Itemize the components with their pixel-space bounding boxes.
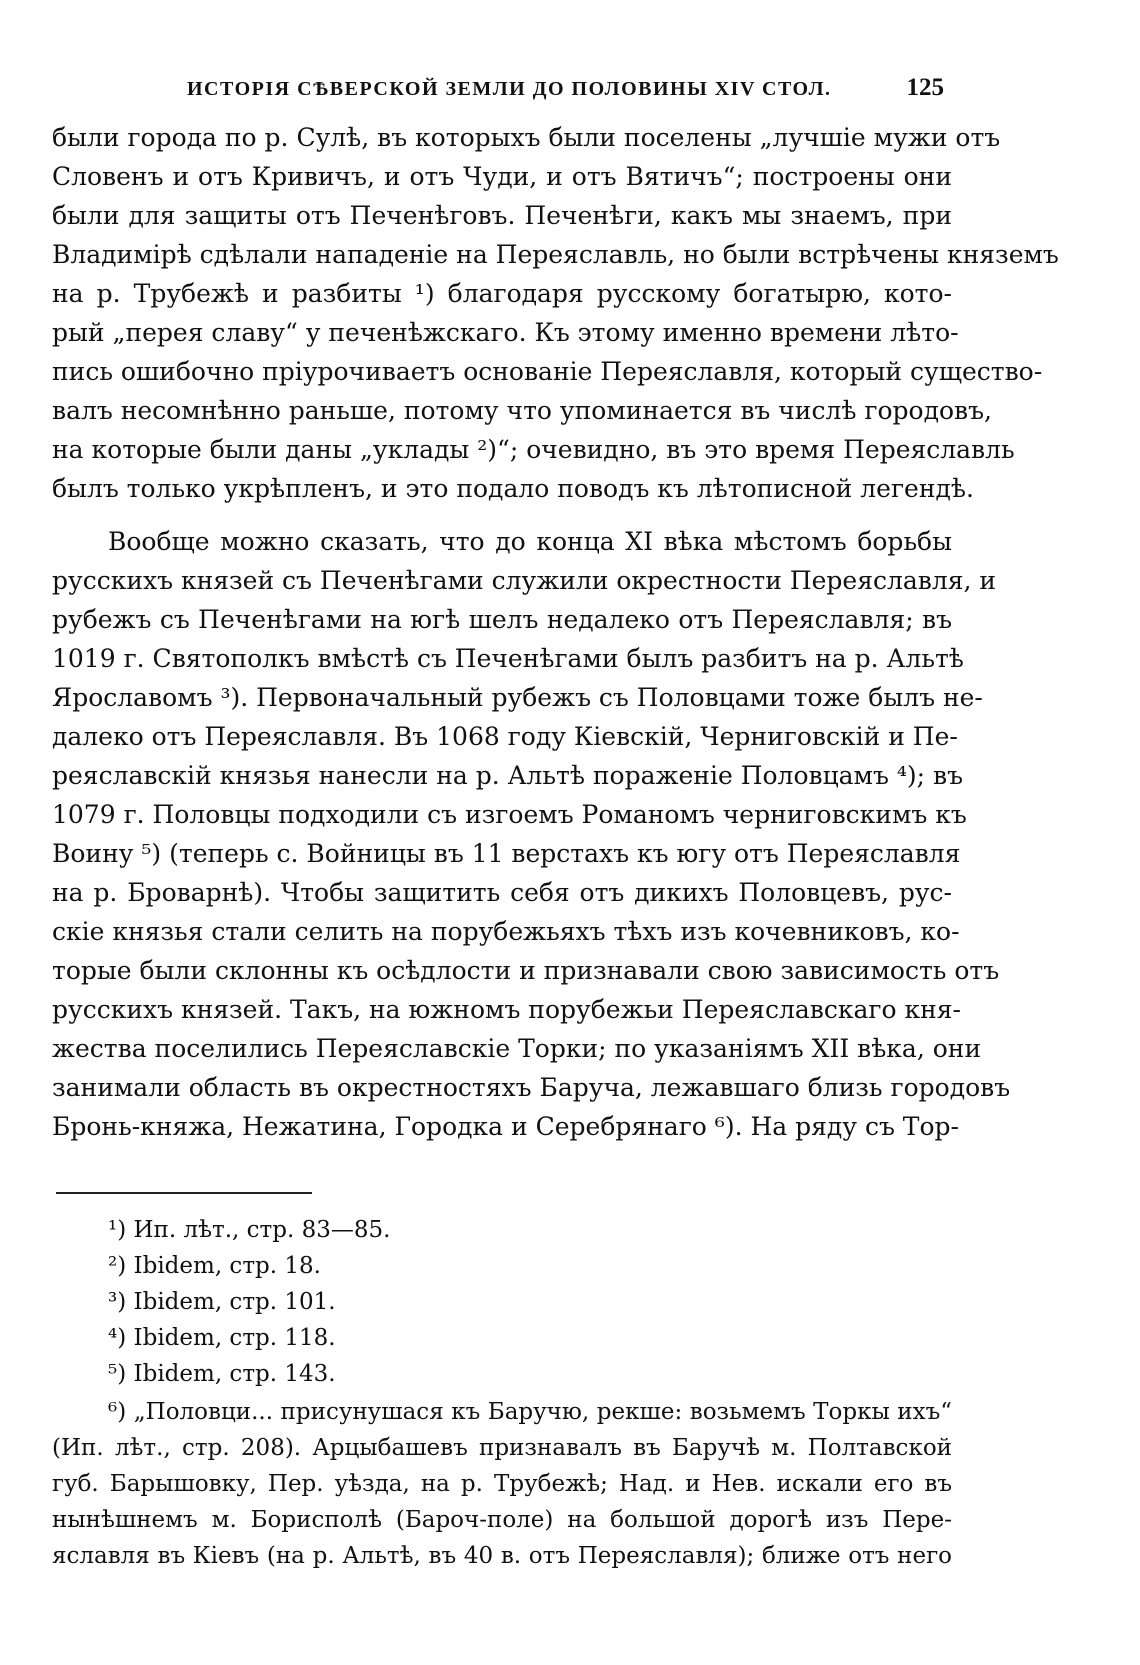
footnotes xyxy=(52,1212,952,1574)
text-line: на р. Трубежѣ и разбиты ¹) благодаря русскому богатырю, кото- xyxy=(52,279,952,308)
text-line: реяславскій князья нанесли на р. Альтѣ пораженіе Половцамъ ⁴); въ xyxy=(52,761,963,790)
footnote-line: (Ип. лѣт., стр. 208). Арцыбашевъ признавалъ въ Баручѣ м. Полтавской xyxy=(52,1435,952,1461)
text-line: были для защиты отъ Печенѣговъ. Печенѣги, какъ мы знаемъ, при xyxy=(52,201,952,230)
text-line: занимали область въ окрестностяхъ Баруча, лежавшаго близь городовъ xyxy=(52,1073,1011,1102)
page-number: 125 xyxy=(906,74,944,101)
text-line: былъ только укрѣпленъ, и это подало поводъ къ лѣтописной легендѣ. xyxy=(52,474,974,503)
text-line: русскихъ князей. Такъ, на южномъ порубежьи Переяславскаго кня- xyxy=(52,995,961,1024)
text-line: Вообще можно сказать, что до конца XI вѣка мѣстомъ борьбы xyxy=(108,527,952,556)
book-page xyxy=(52,70,1059,1574)
text-line: были города по р. Сулѣ, въ которыхъ были поселены „лучшіе мужи отъ xyxy=(52,123,1001,152)
text-line: жества поселились Переяславскіе Торки; по указаніямъ XII вѣка, они xyxy=(52,1034,982,1063)
footnote-2: ²) Ibidem, стр. 18. xyxy=(108,1253,321,1279)
running-header xyxy=(52,70,952,106)
footnote-6 xyxy=(52,1394,952,1574)
text-line: Бронь-княжа, Нежатина, Городка и Серебрянаго ⁶). На ряду съ Тор- xyxy=(52,1112,959,1141)
text-line: Словенъ и отъ Кривичъ, и отъ Чуди, и отъ Вятичъ“; построены они xyxy=(52,162,952,191)
text-line: торые были склонны къ осѣдлости и признавали свою зависимость отъ xyxy=(52,956,1000,985)
footnote-separator xyxy=(56,1192,312,1194)
paragraph-2 xyxy=(52,522,1011,1146)
footnote-4: ⁴) Ibidem, стр. 118. xyxy=(108,1325,336,1351)
text-line: на р. Броварнѣ). Чтобы защитить себя отъ дикихъ Половцевъ, рус- xyxy=(52,878,952,907)
text-line: рубежъ съ Печенѣгами на югѣ шелъ недалеко отъ Переяславля; въ xyxy=(52,605,952,634)
main-text xyxy=(52,118,1059,1146)
text-line: валъ несомнѣнно раньше, потому что упоминается въ числѣ городовъ, xyxy=(52,396,992,425)
text-line: Ярославомъ ³). Первоначальный рубежъ съ Половцами тоже былъ не- xyxy=(52,683,983,712)
text-line: пись ошибочно пріурочиваетъ основаніе Переяславля, который существо- xyxy=(52,357,1043,386)
footnote-3: ³) Ibidem, стр. 101. xyxy=(108,1289,336,1315)
footnote-1: ¹) Ип. лѣт., стр. 83—85. xyxy=(108,1217,391,1243)
text-line: на которые были даны „уклады ²)“; очевидно, въ это время Переяславль xyxy=(52,435,1015,464)
footnote-line: губ. Барышовку, Пер. уѣзда, на р. Трубежѣ; Над. и Нев. искали его въ xyxy=(52,1471,952,1497)
text-line: рый „перея славу“ у печенѣжскаго. Къ этому именно времени лѣто- xyxy=(52,318,959,347)
text-line: далеко отъ Переяславля. Въ 1068 году Кіевскій, Черниговскій и Пе- xyxy=(52,722,958,751)
footnote-line: нынѣшнемъ м. Борисполѣ (Бароч-поле) на большой дорогѣ изъ Пере- xyxy=(52,1507,952,1533)
footnote-5: ⁵) Ibidem, стр. 143. xyxy=(108,1361,336,1387)
text-line: 1019 г. Святополкъ вмѣстѣ съ Печенѣгами былъ разбитъ на р. Альтѣ xyxy=(52,644,964,673)
text-line: Владимірѣ сдѣлали нападеніе на Переяславль, но были встрѣчены княземъ xyxy=(52,240,1059,269)
footnote-line: ⁶) „Половци... присунушася къ Баручю, рекше: возьмемъ Торкы ихъ“ xyxy=(108,1399,952,1425)
text-line: 1079 г. Половцы подходили съ изгоемъ Романомъ черниговскимъ къ xyxy=(52,800,967,829)
running-title: ИСТОРІЯ СѢВЕРСКОЙ ЗЕМЛИ ДО ПОЛОВИНЫ XIV СТОЛ. xyxy=(187,78,832,100)
text-line: русскихъ князей съ Печенѣгами служили окрестности Переяславля, и xyxy=(52,566,997,595)
text-line: скіе князья стали селить на порубежьяхъ тѣхъ изъ кочевниковъ, ко- xyxy=(52,917,960,946)
footnote-line: яславля въ Кіевъ (на р. Альтѣ, въ 40 в. отъ Переяславля); ближе отъ него xyxy=(52,1543,952,1569)
paragraph-1 xyxy=(52,118,1059,508)
text-line: Воину ⁵) (теперь с. Войницы въ 11 верстахъ къ югу отъ Переяславля xyxy=(52,839,961,868)
